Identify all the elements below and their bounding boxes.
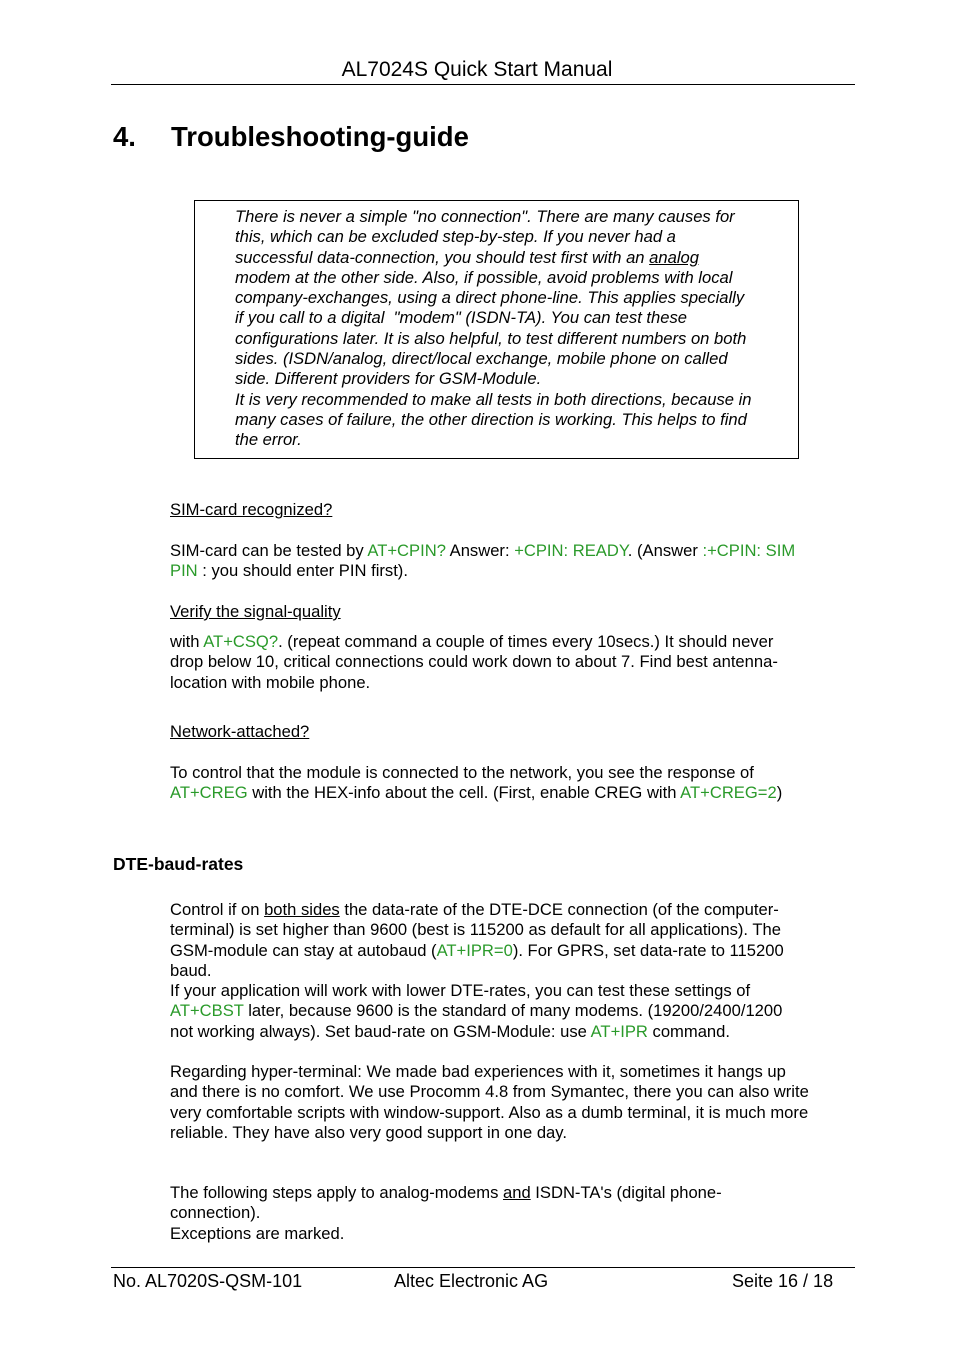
baud-paragraph-3: The following steps apply to analog-modems and ISDN-TA's (digital phone- connection). Exceptions are marked. bbox=[170, 1183, 722, 1243]
command-at-csq: AT+CSQ? bbox=[203, 632, 279, 651]
analog-underlined: analog bbox=[649, 247, 699, 267]
network-heading: Network-attached? bbox=[170, 722, 310, 741]
sim-heading: SIM-card recognized? bbox=[170, 500, 333, 519]
command-at-ipr: AT+IPR bbox=[590, 1021, 648, 1041]
sim-paragraph: SIM-card can be tested by AT+CPIN? Answer: +CPIN: READY. (Answer :+CPIN: SIM PIN : you should enter PIN first). bbox=[170, 541, 796, 581]
baud-heading: DTE-baud-rates bbox=[113, 854, 244, 874]
footer-company: Altec Electronic AG bbox=[394, 1271, 549, 1291]
baud-paragraph-2: Regarding hyper-terminal: We made bad experiences with it, sometimes it hangs up and there is no comfort. We use Procomm 4.8 from Symantec, there you can also write very comfortable scripts with window-support. Also as a dumb terminal, it is much more reliable. They have also very good support in one day. bbox=[170, 1062, 809, 1142]
footer-doc-number: No. AL7020S-QSM-101 bbox=[113, 1271, 303, 1291]
signal-heading: Verify the signal-quality bbox=[170, 602, 341, 621]
signal-paragraph: with AT+CSQ?. (repeat command a couple of times every 10secs.) It should never drop below 10, critical connections could work down to about 7. Find best antenna- location with mobile phone. bbox=[170, 632, 778, 692]
note-line: modem at the other side. Also, if possible, avoid problems with local bbox=[235, 267, 733, 287]
command-at-cbst: AT+CBST bbox=[170, 1001, 244, 1021]
section-number: 4. bbox=[113, 121, 136, 152]
note-line: the error. bbox=[235, 430, 302, 450]
note-line: this, which can be excluded step-by-step. If you never had a bbox=[235, 227, 676, 247]
answer-pin: PIN bbox=[170, 561, 198, 581]
note-line: sides. (ISDN/analog, direct/local exchange, mobile phone on called bbox=[235, 349, 728, 369]
note-line: There is never a simple "no connection". There are many causes for bbox=[235, 207, 735, 226]
section-heading bbox=[113, 120, 469, 154]
command-at-creg: AT+CREG bbox=[170, 783, 248, 803]
baud-paragraph-1: Control if on both sides the data-rate of the DTE-DCE connection (of the computer- terminal) is set higher than 9600 (best is 115200 as default for all applications). The GSM-module can stay at autobaud (AT+IPR=0). For GPRS, set data-rate to 115200 baud. If your application will work with lower DTE-rates, you can test these settings of AT+CBST later, because 9600 is the standard of many modems. (19200/2400/1200 not working always). Set baud-rate on GSM-Module: use AT+IPR command. bbox=[170, 900, 784, 1041]
note-line: It is very recommended to make all tests in both directions, because in bbox=[235, 389, 752, 409]
command-at-creg-2: AT+CREG=2 bbox=[680, 783, 777, 803]
footer-page-number: Seite 16 / 18 bbox=[732, 1271, 834, 1291]
header-rule bbox=[111, 84, 855, 85]
network-paragraph: To control that the module is connected to the network, you see the response of AT+CREG with the HEX-info about the cell. (First, enable CREG with AT+CREG=2) bbox=[170, 763, 783, 803]
answer-cpin-sim: :+CPIN: SIM bbox=[702, 541, 796, 560]
note-line: if you call to a digital "modem" (ISDN-TA). You can test these bbox=[235, 308, 688, 328]
command-at-ipr-0: AT+IPR=0 bbox=[436, 940, 513, 960]
command-at-cpin: AT+CPIN? bbox=[367, 541, 446, 560]
note-line: many cases of failure, the other direction is working. This helps to find bbox=[235, 409, 747, 429]
note-line: configurations later. It is also helpful, to test different numbers on both bbox=[235, 328, 747, 348]
footer-rule bbox=[111, 1267, 855, 1268]
and-underlined: and bbox=[502, 1183, 531, 1202]
note-line: side. Different providers for GSM-Module. bbox=[235, 369, 542, 389]
section-title: Troubleshooting-guide bbox=[171, 121, 469, 152]
note-line: successful data-connection, you should test first with an analog bbox=[235, 247, 699, 267]
answer-cpin-ready: +CPIN: READY bbox=[514, 541, 628, 560]
page-header-title: AL7024S Quick Start Manual bbox=[341, 58, 613, 81]
note-box-text bbox=[235, 207, 791, 451]
both-sides-underlined: both sides bbox=[264, 900, 340, 919]
note-line: company-exchanges, using a direct phone-line. This applies specially bbox=[235, 288, 745, 308]
